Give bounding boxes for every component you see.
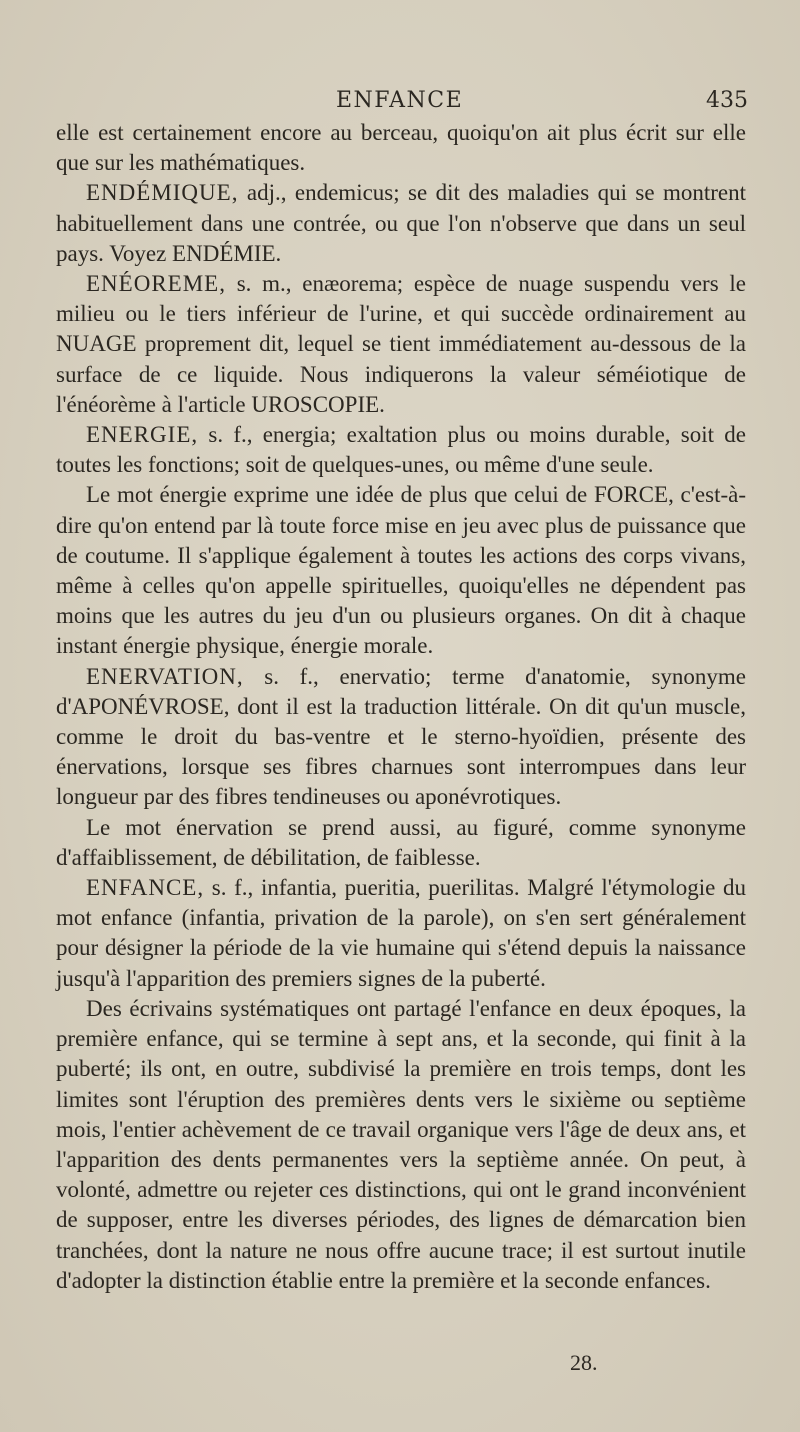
paragraph: Le mot énervation se prend aussi, au figuré, comme synonyme d'affaiblissement, de débilitation, de faiblesse. (56, 814, 746, 870)
entry-enfance: ENFANCE, s. f., infantia, pueritia, puerilitas. Malgré l'étymologie du mot enfance (infantia, privation de la parole), on s'en sert généralement pour désigner la période de la vie humaine qui s'étend depuis la naissance jusqu'à l'apparition des premiers signes de la puberté. (56, 875, 746, 991)
entry-eneoreme: ENÉOREME, s. m., enæorema; espèce de nuage suspendu vers le milieu ou le tiers inférieur de l'urine, et qui succède ordinairement au NUAGE proprement dit, lequel se tient immédiatement au-dessous de la surface de ce liquide. Nous indiquerons la valeur séméiotique de l'énéorème à l'article UROSCOPIE. (56, 271, 746, 417)
entry-headword: ENFANCE, (86, 875, 205, 901)
page-number: 435 (706, 88, 748, 113)
running-head (0, 88, 800, 118)
running-title: ENFANCE (336, 88, 464, 113)
entry-headword: ENDÉMIQUE, (86, 180, 239, 206)
signature-mark: 28. (570, 1350, 598, 1375)
entry-energie: ENERGIE, s. f., energia; exaltation plus ou moins durable, soit de toutes les fonctions; soit de quelques-unes, ou même d'une seule. (56, 422, 746, 478)
entry-headword: ENÉOREME, (86, 271, 226, 297)
entry-enervation: ENERVATION, s. f., enervatio; terme d'anatomie, synonyme d'APONÉVROSE, dont il est la traduction littérale. On dit qu'un muscle, comme le droit du bas-ventre et le sterno-hyoïdien, présente des énervations, lorsque ses fibres charnues sont interrompues dans leur longueur par des fibres tendineuses ou aponévrotiques. (56, 663, 746, 810)
paragraph: Des écrivains systématiques ont partagé l'enfance en deux époques, la première enfance, qui se termine à sept ans, et la seconde, qui finit à la puberté; ils ont, en outre, subdivisé la première en trois temps, dont les limites sont l'éruption des premières dents vers le sixième ou septième mois, l'entier achèvement de ce travail organique vers l'âge de deux ans, et l'apparition des dents permanentes vers la septième année. On peut, à volonté, admettre ou rejeter ces distinctions, qui ont le grand inconvénient de supposer, entre les diverses périodes, des lignes de démarcation bien tranchées, dont la nature ne nous offre aucune trace; il est surtout inutile d'adopter la distinction établie entre la première et la seconde enfances. (56, 995, 746, 1293)
entry-headword: ENERVATION, (86, 663, 244, 689)
entry-headword: ENERGIE, (86, 422, 199, 448)
paragraph: Le mot énergie exprime une idée de plus que celui de FORCE, c'est-à-dire qu'on entend par là toute force mise en jeu avec plus de puissance que de coutume. Il s'applique également à toutes les actions des corps vivans, même à celles qu'on appelle spirituelles, quoiqu'elles ne dépendent pas moins que les autres du jeu d'un ou plusieurs organes. On dit à chaque instant énergie physique, énergie morale. (56, 482, 746, 659)
paragraph-continuation: elle est certainement encore au berceau, quoiqu'on ait plus écrit sur elle que sur les mathématiques. (56, 120, 746, 176)
body-text (56, 118, 746, 1296)
entry-endemique: ENDÉMIQUE, adj., endemicus; se dit des maladies qui se montrent habituellement dans une contrée, ou que l'on n'observe que dans un seul pays. Voyez ENDÉMIE. (56, 180, 746, 266)
